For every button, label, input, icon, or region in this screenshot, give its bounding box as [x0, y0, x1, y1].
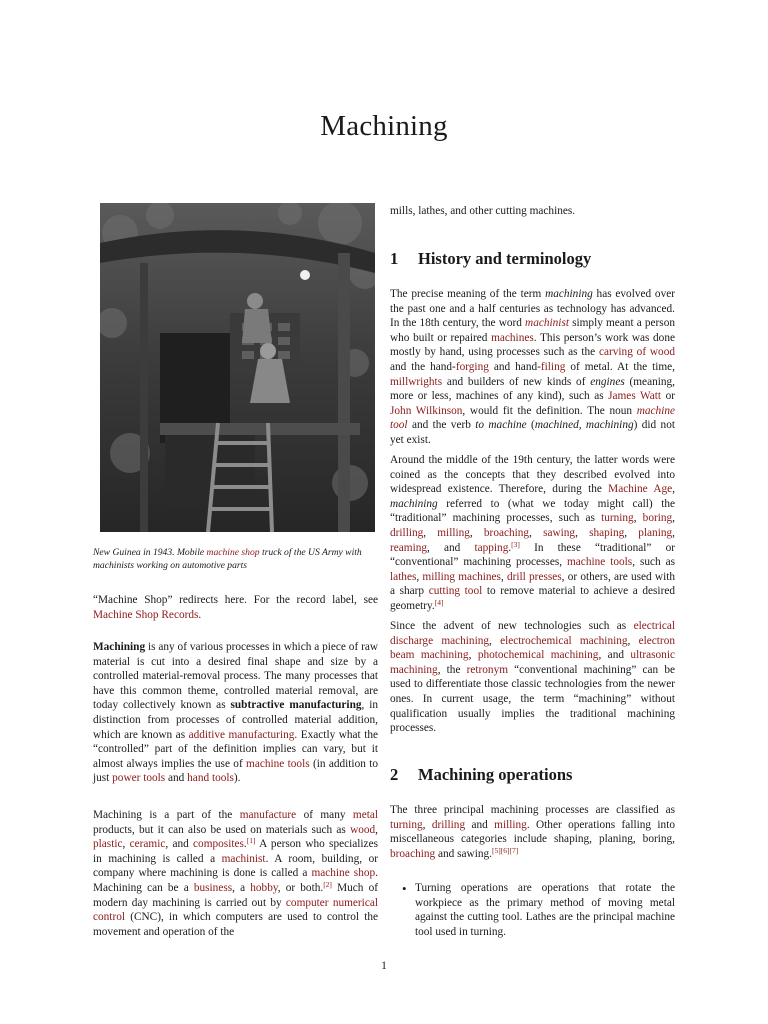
link-machinist-2[interactable]: machinist [525, 317, 569, 330]
operations-paragraph: The three principal machining processes are classified as turning, drilling and milling. Other operations falling into miscellaneous categories include shaping, planing, boring, broaching and sawing.[5][6][7] [390, 804, 675, 860]
link-milling-2[interactable]: milling [494, 818, 527, 831]
history-paragraph-1: The precise meaning of the term machining has evolved over the past one and a half centuries as technology has advanced. In the 18th century, the word machinist simply meant a person who built or repaired machines. This person’s work was done mostly by hand, using processes such as the carving of wood and the hand-forging and hand-filing of metal. At the time, millwrights and builders of new kinds of engines (meaning, more or less, machines of any kind), such as James Watt or John Wilkinson, would fit the definition. The noun machine tool and the verb to machine (machined, machining) did not yet exist. [390, 288, 676, 446]
citation-1[interactable]: [1] [246, 836, 256, 846]
link-machine-tools-2[interactable]: machine tools [567, 556, 633, 569]
link-forging[interactable]: forging [455, 360, 489, 373]
link-cnc[interactable]: computer numerical control [93, 896, 378, 924]
link-metal[interactable]: metal [352, 809, 378, 821]
citation-2[interactable]: [2] [323, 879, 332, 889]
operations-list [390, 881, 675, 939]
history-paragraph-3: Since the advent of new technologies such as electrical discharge machining, electrochemical machining, electron beam machining, photochemical machining, and ultrasonic machining, the retronym “conventional machining” can be used to differentiate those classic technologies from the newer ones. In current usage, the term “machining” without qualification usually implies the traditional machining processes. [390, 620, 676, 735]
link-machine-shop-records[interactable]: Machine Shop Records [93, 608, 199, 621]
figure-caption: New Guinea in 1943. Mobile machine shop truck of the US Army with machinists working on automotive parts [93, 547, 362, 571]
link-machinist[interactable]: machinist [221, 852, 266, 865]
link-hobby[interactable]: hobby [250, 881, 278, 894]
citation-3[interactable]: [3] [511, 539, 520, 549]
link-machine-tool[interactable]: machine tool [390, 404, 675, 432]
link-machines[interactable]: machines [491, 331, 534, 344]
link-retronym[interactable]: retronym [466, 663, 509, 676]
citation-4[interactable]: [4] [434, 597, 444, 607]
continued-text: mills, lathes, and other cutting machines. [390, 205, 576, 217]
link-filing[interactable]: filing [540, 360, 566, 373]
link-millwrights[interactable]: millwrights [390, 375, 443, 388]
link-ultrasonic-machining[interactable]: ultrasonic machining [390, 649, 675, 676]
redirect-note: “Machine Shop” redirects here. For the record label, see Machine Shop Records. [93, 594, 378, 621]
link-wood[interactable]: wood [350, 823, 376, 836]
list-item-text: • Turning operations are operations that rotate the workpiece as the primary method of moving metal against the cutting tool. Lathes are the principal machine tool used in turning. [415, 882, 675, 938]
intro-paragraph: Machining is any of various processes in which a piece of raw material is cut into a desired final shape and size by a controlled material-removal process. The many processes that have this common theme, controlled material removal, are today collectively known as subtractive manufacturing, in distinction from processes of controlled material addition, which are known as additive manufacturing. Exactly what the “controlled” part of the definition implies can vary, but it almost always implies the use of machine tools (in addition to just power tools and hand tools). [93, 641, 379, 785]
link-photochemical-machining[interactable]: photochemical machining [477, 649, 599, 662]
section-operations-heading: 2 Machining operations [390, 765, 573, 784]
link-machine-shop[interactable]: machine shop [206, 547, 260, 558]
link-lathes[interactable]: lathes [390, 570, 417, 583]
link-broaching-2[interactable]: broaching [390, 847, 436, 860]
list-item [390, 881, 675, 939]
link-machine-shop-2[interactable]: machine shop [311, 867, 376, 880]
link-electrochemical-machining[interactable]: electrochemical machining [500, 634, 628, 647]
link-carving-of-wood[interactable]: carving of wood [598, 346, 675, 359]
link-tapping[interactable]: tapping [474, 541, 509, 554]
link-plastic[interactable]: plastic [93, 838, 123, 851]
history-paragraph-2: Around the middle of the 19th century, the latter words were coined as the concepts that they described evolved into widespread existence. Therefore, during the Machine Age, machining referred to (what we today might call) the “traditional” machining processes, such as turning, boring, drilling, milling, broaching, sawing, shaping, planing, reaming, and tapping.[3] In these “traditional” or “conventional” machining processes, machine tools, such as lathes, milling machines, drill presses, or others, are used with a sharp cutting tool to remove material to achieve a desired geometry.[4] [390, 454, 676, 612]
link-electrical-discharge-machining[interactable]: electrical discharge machining [390, 620, 675, 647]
link-james-watt[interactable]: James Watt [608, 390, 662, 403]
link-ceramic[interactable]: ceramic [129, 838, 166, 851]
link-machine-tools[interactable]: machine tools [246, 757, 310, 770]
link-drill-presses[interactable]: drill presses [506, 570, 562, 583]
page-title: Machining [320, 110, 448, 142]
link-drilling-2[interactable]: drilling [431, 818, 466, 831]
link-john-wilkinson[interactable]: John Wilkinson [390, 404, 463, 417]
link-turning[interactable]: turning [601, 512, 634, 525]
link-boring[interactable]: boring [642, 512, 673, 525]
link-milling-machines[interactable]: milling machines [422, 570, 501, 583]
link-planing[interactable]: planing [638, 526, 673, 539]
link-turning-2[interactable]: turning [390, 818, 423, 831]
link-cutting-tool[interactable]: cutting tool [428, 585, 483, 598]
link-hand-tools[interactable]: hand tools [187, 772, 234, 785]
link-reaming[interactable]: reaming [390, 541, 428, 554]
page-number: 1 [381, 960, 387, 972]
link-drilling[interactable]: drilling [390, 526, 424, 539]
link-broaching[interactable]: broaching [483, 526, 530, 539]
citation-5-6-7[interactable]: [5][6][7] [491, 845, 519, 855]
machining-paragraph: Machining is a part of the manufacture of many metal products, but it can also be used on materials such as wood, plastic, ceramic, and composites.[1] A person who specializes in machining is called a machinist. A room, building, or company where machining is done is called a machine shop. Machining can be a business, a hobby, or both.[2] Much of modern day machining is carried out by computer numerical control (CNC), in which computers are used to control the movement and operation of the [93, 809, 378, 938]
link-machine-age[interactable]: Machine Age [608, 483, 673, 496]
photo-machine-shop-truck [100, 203, 375, 532]
link-shaping[interactable]: shaping [589, 526, 625, 539]
link-electron-beam-machining[interactable]: electron beam machining [390, 634, 675, 662]
link-additive-manufacturing[interactable]: additive manufacturing [188, 728, 295, 741]
link-sawing[interactable]: sawing [543, 526, 576, 539]
link-manufacture[interactable]: manufacture [239, 809, 297, 821]
link-composites[interactable]: composites [193, 838, 244, 851]
link-power-tools[interactable]: power tools [112, 772, 166, 785]
section-history-heading: 1 History and terminology [390, 249, 592, 268]
link-business[interactable]: business [193, 881, 233, 894]
link-milling[interactable]: milling [437, 526, 470, 539]
